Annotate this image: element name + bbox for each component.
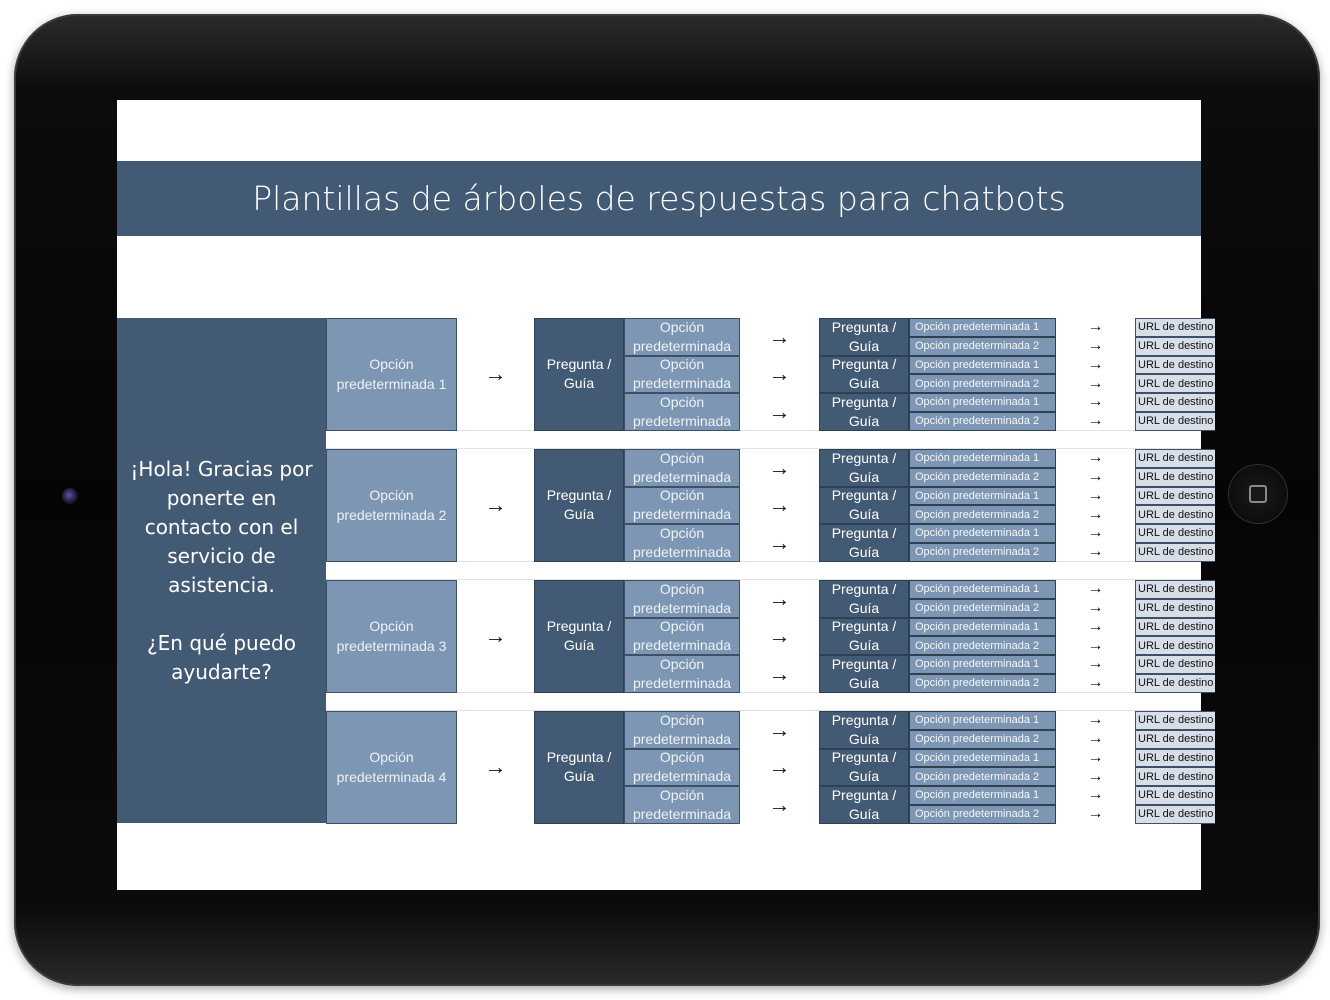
camera-icon xyxy=(62,488,78,504)
default-option-label: Opción predeterminada 1 xyxy=(915,714,1040,727)
question-guide-box[interactable] xyxy=(819,749,909,787)
default-option-cell[interactable] xyxy=(909,636,1056,655)
default-option-cell[interactable] xyxy=(909,786,1056,805)
arrow-icon xyxy=(740,318,819,356)
default-option-label: Opción predeterminada 2 xyxy=(915,415,1040,428)
question-guide-box[interactable] xyxy=(534,580,624,693)
arrow-glyph: → xyxy=(1087,730,1104,748)
sub-option-box[interactable] xyxy=(624,356,740,394)
sub-option-label: Opción predeterminada xyxy=(632,618,732,654)
option-box[interactable] xyxy=(326,580,457,693)
arrow-glyph: → xyxy=(768,454,791,480)
arrow-icon xyxy=(1056,524,1135,543)
default-option-cell[interactable] xyxy=(909,393,1056,412)
option-label: Opción predeterminada 2 xyxy=(336,487,447,524)
sub-option-box[interactable] xyxy=(624,786,740,824)
arrow-icon xyxy=(1056,786,1135,805)
default-option-cell[interactable] xyxy=(909,356,1056,375)
url-cell[interactable] xyxy=(1135,599,1215,618)
home-square-icon xyxy=(1249,485,1267,503)
question-label: Pregunta / Guía xyxy=(831,786,897,822)
sub-option-box[interactable] xyxy=(624,524,740,562)
default-option-cell[interactable] xyxy=(909,374,1056,393)
url-label: URL de destino xyxy=(1138,546,1214,559)
arrow-glyph: → xyxy=(768,791,791,817)
default-option-cell[interactable] xyxy=(909,524,1056,543)
default-option-label: Opción predeterminada 2 xyxy=(915,808,1040,821)
default-option-cell[interactable] xyxy=(909,618,1056,637)
url-label: URL de destino xyxy=(1138,658,1214,671)
default-option-cell[interactable] xyxy=(909,487,1056,506)
url-cell[interactable] xyxy=(1135,524,1215,543)
url-label: URL de destino xyxy=(1138,751,1214,764)
url-cell[interactable] xyxy=(1135,374,1215,393)
question-guide-box[interactable] xyxy=(819,449,909,487)
question-guide-box[interactable] xyxy=(534,449,624,562)
arrow-glyph: → xyxy=(1087,393,1104,411)
sub-option-label: Opción predeterminada xyxy=(632,356,732,392)
arrow-glyph: → xyxy=(768,660,791,686)
url-cell[interactable] xyxy=(1135,356,1215,375)
url-cell[interactable] xyxy=(1135,449,1215,468)
question-label: Pregunta / Guía xyxy=(546,487,612,523)
sub-option-box[interactable] xyxy=(624,711,740,749)
url-label: URL de destino xyxy=(1138,396,1214,409)
arrow-glyph: → xyxy=(1087,655,1104,673)
arrow-icon xyxy=(740,786,819,824)
url-cell[interactable] xyxy=(1135,412,1215,431)
arrow-icon xyxy=(457,449,534,562)
sub-option-label: Opción predeterminada xyxy=(632,655,732,691)
sub-option-box[interactable] xyxy=(624,580,740,618)
question-guide-box[interactable] xyxy=(819,618,909,656)
default-option-cell[interactable] xyxy=(909,655,1056,674)
url-label: URL de destino xyxy=(1138,583,1214,596)
sub-option-box[interactable] xyxy=(624,318,740,356)
url-cell[interactable] xyxy=(1135,636,1215,655)
url-label: URL de destino xyxy=(1138,321,1214,334)
sub-option-box[interactable] xyxy=(624,749,740,787)
greeting-box xyxy=(117,318,326,823)
arrow-icon xyxy=(1056,599,1135,618)
url-cell[interactable] xyxy=(1135,730,1215,749)
arrow-glyph: → xyxy=(1087,636,1104,654)
default-option-cell[interactable] xyxy=(909,730,1056,749)
arrow-icon xyxy=(1056,318,1135,337)
arrow-icon xyxy=(740,393,819,431)
url-cell[interactable] xyxy=(1135,393,1215,412)
url-label: URL de destino xyxy=(1138,377,1214,390)
arrow-icon xyxy=(740,749,819,787)
arrow-icon xyxy=(1056,767,1135,786)
default-option-cell[interactable] xyxy=(909,805,1056,824)
default-option-label: Opción predeterminada 2 xyxy=(915,546,1040,559)
arrow-glyph: → xyxy=(1087,524,1104,542)
url-cell[interactable] xyxy=(1135,505,1215,524)
default-option-cell[interactable] xyxy=(909,412,1056,431)
arrow-icon xyxy=(1056,337,1135,356)
arrow-glyph: → xyxy=(1087,786,1104,804)
arrow-glyph: → xyxy=(484,492,507,518)
arrow-icon xyxy=(1056,655,1135,674)
url-label: URL de destino xyxy=(1138,620,1214,633)
arrow-icon xyxy=(740,449,819,487)
question-guide-box[interactable] xyxy=(534,318,624,431)
arrow-icon xyxy=(1056,374,1135,393)
question-guide-box[interactable] xyxy=(534,711,624,824)
sub-option-box[interactable] xyxy=(624,618,740,656)
default-option-cell[interactable] xyxy=(909,468,1056,487)
question-guide-box[interactable] xyxy=(819,356,909,394)
arrow-glyph: → xyxy=(768,529,791,555)
sub-option-label: Opción predeterminada xyxy=(632,318,732,354)
default-option-label: Opción predeterminada 1 xyxy=(915,489,1040,502)
url-cell[interactable] xyxy=(1135,543,1215,562)
default-option-label: Opción predeterminada 1 xyxy=(915,789,1040,802)
arrow-icon xyxy=(1056,749,1135,768)
question-label: Pregunta / Guía xyxy=(831,318,897,354)
arrow-glyph: → xyxy=(1087,617,1104,635)
arrow-icon xyxy=(740,356,819,394)
arrow-glyph: → xyxy=(1087,355,1104,373)
greeting-question: ¿En qué puedo ayudarte? xyxy=(147,630,296,684)
arrow-glyph: → xyxy=(1087,805,1104,823)
arrow-glyph: → xyxy=(1087,580,1104,598)
option-label: Opción predeterminada 3 xyxy=(336,618,447,655)
url-cell[interactable] xyxy=(1135,580,1215,599)
screen xyxy=(117,100,1214,890)
arrow-icon xyxy=(1056,636,1135,655)
default-option-cell[interactable] xyxy=(909,580,1056,599)
arrow-glyph: → xyxy=(1087,374,1104,392)
url-cell[interactable] xyxy=(1135,337,1215,356)
question-label: Pregunta / Guía xyxy=(546,356,612,392)
default-option-label: Opción predeterminada 2 xyxy=(915,770,1040,783)
option-label: Opción predeterminada 1 xyxy=(336,356,447,393)
default-option-cell[interactable] xyxy=(909,505,1056,524)
arrow-icon xyxy=(1056,730,1135,749)
default-option-label: Opción predeterminada 2 xyxy=(915,602,1040,615)
sub-option-box[interactable] xyxy=(624,487,740,525)
default-option-label: Opción predeterminada 1 xyxy=(915,658,1040,671)
default-option-label: Opción predeterminada 2 xyxy=(915,733,1040,746)
default-option-cell[interactable] xyxy=(909,711,1056,730)
url-label: URL de destino xyxy=(1138,677,1214,690)
url-cell[interactable] xyxy=(1135,487,1215,506)
question-label: Pregunta / Guía xyxy=(831,449,897,485)
default-option-label: Opción predeterminada 2 xyxy=(915,377,1040,390)
url-cell[interactable] xyxy=(1135,318,1215,337)
arrow-icon xyxy=(740,618,819,656)
arrow-glyph: → xyxy=(1087,449,1104,467)
sub-option-label: Opción predeterminada xyxy=(632,487,732,523)
arrow-glyph: → xyxy=(768,585,791,611)
arrow-glyph: → xyxy=(1087,505,1104,523)
default-option-cell[interactable] xyxy=(909,767,1056,786)
arrow-icon xyxy=(1056,393,1135,412)
default-option-label: Opción predeterminada 1 xyxy=(915,358,1040,371)
arrow-glyph: → xyxy=(484,623,507,649)
arrow-glyph: → xyxy=(1087,599,1104,617)
arrow-glyph: → xyxy=(768,754,791,780)
arrow-glyph: → xyxy=(1087,711,1104,729)
arrow-icon xyxy=(740,580,819,618)
arrow-glyph: → xyxy=(1087,748,1104,766)
arrow-icon xyxy=(740,487,819,525)
url-label: URL de destino xyxy=(1138,452,1214,465)
default-option-label: Opción predeterminada 1 xyxy=(915,321,1040,334)
arrow-icon xyxy=(1056,487,1135,506)
question-label: Pregunta / Guía xyxy=(831,655,897,691)
page-title: Plantillas de árboles de respuestas para chatbots xyxy=(252,179,1066,218)
arrow-icon xyxy=(1056,580,1135,599)
arrow-icon xyxy=(740,711,819,749)
question-guide-box[interactable] xyxy=(819,786,909,824)
url-label: URL de destino xyxy=(1138,489,1214,502)
sub-option-label: Opción predeterminada xyxy=(632,580,732,616)
question-label: Pregunta / Guía xyxy=(831,618,897,654)
arrow-glyph: → xyxy=(1087,468,1104,486)
arrow-icon xyxy=(457,580,534,693)
home-button[interactable] xyxy=(1229,465,1287,523)
arrow-glyph: → xyxy=(1087,337,1104,355)
question-guide-box[interactable] xyxy=(819,655,909,693)
arrow-glyph: → xyxy=(768,398,791,424)
arrow-icon xyxy=(740,655,819,693)
url-label: URL de destino xyxy=(1138,639,1214,652)
arrow-glyph: → xyxy=(1087,543,1104,561)
question-label: Pregunta / Guía xyxy=(831,393,897,429)
arrow-glyph: → xyxy=(484,361,507,387)
sub-option-box[interactable] xyxy=(624,393,740,431)
arrow-glyph: → xyxy=(768,323,791,349)
arrow-icon xyxy=(457,711,534,824)
question-guide-box[interactable] xyxy=(819,393,909,431)
title-banner xyxy=(117,161,1201,236)
arrow-glyph: → xyxy=(1087,412,1104,430)
arrow-icon xyxy=(457,318,534,431)
default-option-label: Opción predeterminada 1 xyxy=(915,452,1040,465)
arrow-icon xyxy=(1056,505,1135,524)
question-label: Pregunta / Guía xyxy=(546,749,612,785)
url-label: URL de destino xyxy=(1138,789,1214,802)
question-label: Pregunta / Guía xyxy=(831,356,897,392)
url-label: URL de destino xyxy=(1138,770,1214,783)
question-label: Pregunta / Guía xyxy=(831,580,897,616)
default-option-cell[interactable] xyxy=(909,749,1056,768)
default-option-label: Opción predeterminada 1 xyxy=(915,620,1040,633)
sub-option-label: Opción predeterminada xyxy=(632,393,732,429)
default-option-label: Opción predeterminada 1 xyxy=(915,751,1040,764)
sub-option-label: Opción predeterminada xyxy=(632,749,732,785)
arrow-icon xyxy=(1056,468,1135,487)
arrow-icon xyxy=(1056,711,1135,730)
default-option-label: Opción predeterminada 2 xyxy=(915,340,1040,353)
url-cell[interactable] xyxy=(1135,749,1215,768)
question-label: Pregunta / Guía xyxy=(831,711,897,747)
url-cell[interactable] xyxy=(1135,674,1215,693)
arrow-icon xyxy=(740,524,819,562)
arrow-glyph: → xyxy=(484,754,507,780)
url-label: URL de destino xyxy=(1138,358,1214,371)
default-option-cell[interactable] xyxy=(909,543,1056,562)
question-label: Pregunta / Guía xyxy=(831,524,897,560)
question-label: Pregunta / Guía xyxy=(546,618,612,654)
url-label: URL de destino xyxy=(1138,733,1214,746)
arrow-glyph: → xyxy=(768,623,791,649)
default-option-cell[interactable] xyxy=(909,674,1056,693)
url-label: URL de destino xyxy=(1138,527,1214,540)
arrow-glyph: → xyxy=(768,492,791,518)
greeting-text: ¡Hola! Gracias por ponerte en contacto con el servicio de asistencia. xyxy=(130,456,313,597)
sub-option-box[interactable] xyxy=(624,449,740,487)
question-guide-box[interactable] xyxy=(819,580,909,618)
default-option-cell[interactable] xyxy=(909,337,1056,356)
arrow-icon xyxy=(1056,543,1135,562)
default-option-label: Opción predeterminada 1 xyxy=(915,583,1040,596)
question-label: Pregunta / Guía xyxy=(831,749,897,785)
default-option-label: Opción predeterminada 2 xyxy=(915,639,1040,652)
question-guide-box[interactable] xyxy=(819,524,909,562)
url-cell[interactable] xyxy=(1135,805,1215,824)
arrow-glyph: → xyxy=(768,361,791,387)
question-guide-box[interactable] xyxy=(819,487,909,525)
default-option-label: Opción predeterminada 2 xyxy=(915,508,1040,521)
arrow-icon xyxy=(1056,412,1135,431)
arrow-icon xyxy=(1056,805,1135,824)
url-cell[interactable] xyxy=(1135,767,1215,786)
option-box[interactable] xyxy=(326,318,457,431)
sub-option-label: Opción predeterminada xyxy=(632,786,732,822)
url-cell[interactable] xyxy=(1135,468,1215,487)
arrow-glyph: → xyxy=(1087,674,1104,692)
url-cell[interactable] xyxy=(1135,655,1215,674)
question-label: Pregunta / Guía xyxy=(831,487,897,523)
arrow-glyph: → xyxy=(1087,486,1104,504)
default-option-label: Opción predeterminada 2 xyxy=(915,471,1040,484)
arrow-glyph: → xyxy=(1087,767,1104,785)
arrow-icon xyxy=(1056,356,1135,375)
sub-option-label: Opción predeterminada xyxy=(632,524,732,560)
default-option-label: Opción predeterminada 1 xyxy=(915,527,1040,540)
url-label: URL de destino xyxy=(1138,415,1214,428)
sub-option-label: Opción predeterminada xyxy=(632,449,732,485)
default-option-cell[interactable] xyxy=(909,599,1056,618)
arrow-icon xyxy=(1056,618,1135,637)
sub-option-label: Opción predeterminada xyxy=(632,711,732,747)
arrow-icon xyxy=(1056,449,1135,468)
option-box[interactable] xyxy=(326,449,457,562)
question-guide-box[interactable] xyxy=(819,318,909,356)
default-option-label: Opción predeterminada 2 xyxy=(915,677,1040,690)
url-cell[interactable] xyxy=(1135,618,1215,637)
url-label: URL de destino xyxy=(1138,340,1214,353)
url-label: URL de destino xyxy=(1138,602,1214,615)
url-label: URL de destino xyxy=(1138,508,1214,521)
url-cell[interactable] xyxy=(1135,786,1215,805)
url-cell[interactable] xyxy=(1135,711,1215,730)
arrow-icon xyxy=(1056,674,1135,693)
option-label: Opción predeterminada 4 xyxy=(336,749,447,786)
default-option-label: Opción predeterminada 1 xyxy=(915,396,1040,409)
url-label: URL de destino xyxy=(1138,808,1214,821)
arrow-glyph: → xyxy=(768,716,791,742)
url-label: URL de destino xyxy=(1138,471,1214,484)
question-guide-box[interactable] xyxy=(819,711,909,749)
sub-option-box[interactable] xyxy=(624,655,740,693)
arrow-glyph: → xyxy=(1087,318,1104,336)
option-box[interactable] xyxy=(326,711,457,824)
default-option-cell[interactable] xyxy=(909,449,1056,468)
default-option-cell[interactable] xyxy=(909,318,1056,337)
url-label: URL de destino xyxy=(1138,714,1214,727)
